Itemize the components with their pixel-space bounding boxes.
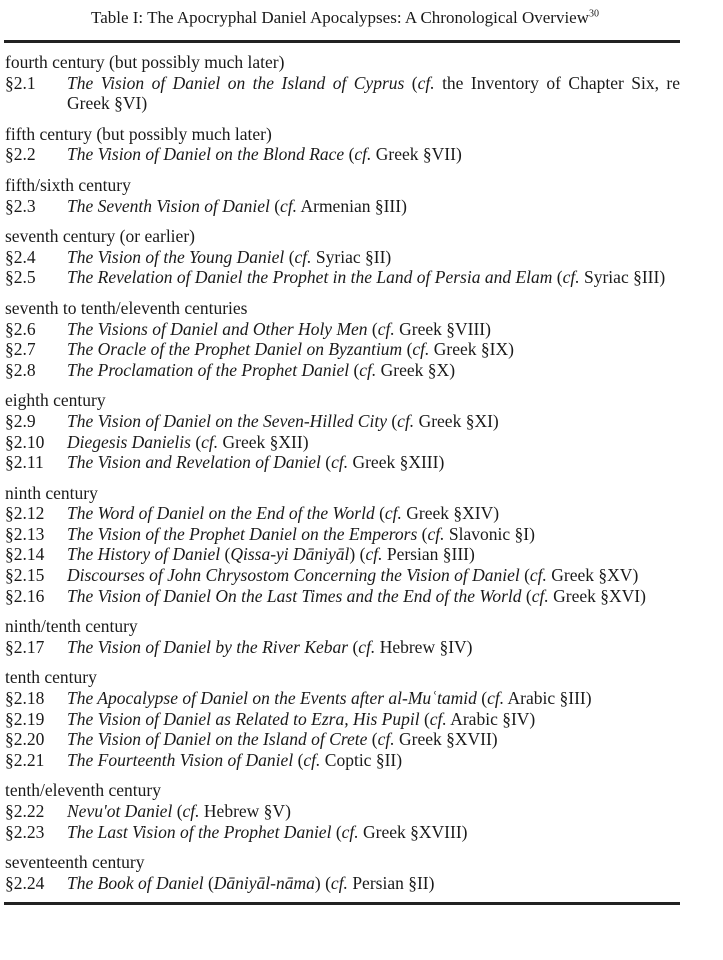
section-number: §2.6 [5,318,36,339]
table-row [5,822,680,843]
section-number: §2.11 [5,452,44,473]
section-number: §2.18 [5,688,45,709]
cross-reference: Persian §II [352,872,429,893]
cf-label: cf. [331,452,349,473]
section-number: §2.22 [5,801,45,821]
table-row [5,524,680,545]
section-number: §2.23 [5,821,45,842]
table-row [5,565,680,586]
table-row [5,360,680,381]
cf-label: cf. [397,410,415,431]
cf-label: cf. [377,729,395,750]
work-title: The Vision of Daniel as Related to Ezra, His Pupil [67,708,420,729]
table-row [5,586,680,607]
period-heading: fourth century (but possibly much later) [5,52,285,72]
cf-label: cf. [377,318,395,339]
table-row [5,503,680,524]
section-number: §2.9 [5,410,36,431]
cross-reference: Armenian §III [300,195,402,216]
caption-text: Table I: The Apocryphal Daniel Apocalypses: A Chronological Overview [91,8,589,27]
section-number: §2.21 [5,749,45,770]
cf-label: cf. [201,431,219,452]
cf-label: cf. [359,359,377,380]
work-title: The Visions of Daniel and Other Holy Men [67,318,368,339]
entry-text: The Vision of Daniel On the Last Times and the End of the World (cf. Greek §XVI) [67,585,646,606]
entry-text: The Vision of Daniel on the Island of Crete (cf. Greek §XVII) [67,729,498,750]
section-number: §2.4 [5,246,36,267]
cf-label: cf. [365,544,383,565]
section-number: §2.2 [5,144,36,165]
period-group [5,780,680,842]
entry-text: The Revelation of Daniel the Prophet in the Land of Persia and Elam (cf. Syriac §III) [67,267,666,288]
section-number: §2.14 [5,544,45,565]
section-number: §2.3 [5,195,36,216]
work-title: The Revelation of Daniel the Prophet in the Land of Persia and Elam [67,267,553,288]
entry-text: The Apocalypse of Daniel on the Events after al-Muʿtamid (cf. Arabic §III) [67,688,592,709]
period-heading: ninth/tenth century [5,616,138,637]
work-title: The Vision of Daniel on the Island of Crete [67,729,368,750]
entry-text: The Proclamation of the Prophet Daniel (cf. Greek §X) [67,359,456,380]
table-body [5,52,680,903]
cross-reference: the Inventory of Chapter Six, re Greek §VI [67,72,681,114]
table-row [5,452,680,473]
entry-text: The Word of Daniel on the End of the World (cf. Greek §XIV) [67,503,500,524]
cf-label: cf. [562,267,580,288]
entry-text: The Vision of Daniel on the Island of Cyprus (cf. the Inventory of Chapter Six, re Greek §VI) [67,72,681,114]
alternate-title: Qissa-yi Dāniyāl [230,544,350,565]
table-row [5,73,680,114]
period-group [5,616,680,657]
cross-reference: Greek §VIII [399,318,486,339]
cf-label: cf. [427,523,445,544]
work-title: The Fourteenth Vision of Daniel [67,749,294,770]
entry-text: The Vision of the Young Daniel (cf. Syriac §II) [67,246,392,267]
entry-text: Nevu'ot Daniel (cf. Hebrew §V) [67,801,291,821]
work-title: The Book of Daniel [67,872,204,893]
section-number: §2.7 [5,339,36,360]
work-title: The Vision of Daniel on the Seven-Hilled City [67,410,387,431]
entry-text: The Vision of Daniel on the Blond Race (cf. Greek §VII) [67,144,462,165]
work-title: The Vision of Daniel by the River Kebar [67,636,349,657]
cross-reference: Greek §XVII [398,729,492,750]
cf-label: cf. [487,688,505,709]
cross-reference: Greek §VII [375,144,456,165]
section-number: §2.13 [5,523,45,544]
entry-text: The History of Daniel (Qissa-yi Dāniyāl) (cf. Persian §III) [67,544,475,565]
cross-reference: Arabic §IV [450,708,530,729]
section-number: §2.15 [5,565,45,586]
cross-reference: Greek §XII [222,431,303,452]
work-title: Diegesis Danielis [67,431,191,452]
cross-reference: Greek §XIV [406,503,494,524]
entry-text: The Oracle of the Prophet Daniel on Byzantium (cf. Greek §IX) [67,339,514,360]
period-group [5,175,680,216]
table-row [5,637,680,658]
entry-text: The Last Vision of the Prophet Daniel (cf. Greek §XVIII) [67,821,468,842]
period-heading: fifth century (but possibly much later) [5,123,272,144]
table-row [5,729,680,750]
cross-reference: Persian §III [386,544,469,565]
table-row [5,247,680,268]
work-title: The History of Daniel [67,544,221,565]
cf-label: cf. [529,565,547,586]
period-group [5,226,680,288]
cf-label: cf. [330,872,348,893]
section-number: §2.8 [5,359,36,380]
entry-text: Diegesis Danielis (cf. Greek §XII) [67,431,309,452]
table-row [5,801,680,822]
period-group [5,667,680,770]
cross-reference: Greek §IX [433,339,509,360]
cf-label: cf. [354,144,372,165]
cross-reference: Coptic §II [324,749,397,770]
period-heading: seventh to tenth/eleventh centuries [5,297,248,318]
period-group [5,124,680,165]
cross-reference: Arabic §III [507,688,586,709]
cross-reference: Greek §XI [418,410,493,431]
work-title: The Last Vision of the Prophet Daniel [67,821,332,842]
table-row [5,339,680,360]
table-row [5,709,680,730]
cross-reference: Hebrew §IV [379,636,467,657]
period-heading: tenth/eleventh century [5,780,161,801]
work-title: The Vision of Daniel On the Last Times and the End of the World [67,585,522,606]
bottom-rule [4,902,680,905]
section-number: §2.17 [5,636,45,657]
section-number: §2.10 [5,431,45,452]
section-number: §2.19 [5,708,45,729]
work-title: The Vision of the Young Daniel [67,246,285,267]
section-number: §2.16 [5,585,45,606]
period-group [5,483,680,607]
work-title: The Vision of Daniel on the Island of Cyprus [67,72,405,93]
period-group [5,852,680,893]
work-title: Discourses of John Chrysostom Concerning the Vision of Daniel [67,565,520,586]
cross-reference: Slavonic §I [448,523,530,544]
table-row [5,319,680,340]
table-caption [0,8,690,28]
table-row [5,267,680,288]
period-heading: eighth century [5,390,106,411]
cf-label: cf. [412,339,430,360]
entry-text: The Vision of the Prophet Daniel on the Emperors (cf. Slavonic §I) [67,523,535,544]
cross-reference: Syriac §II [315,246,386,267]
section-number: §2.1 [5,72,36,93]
table-row [5,196,680,217]
table-row [5,411,680,432]
period-heading: seventh century (or earlier) [5,226,195,247]
cf-label: cf. [294,246,312,267]
period-group [5,52,680,114]
period-group [5,390,680,472]
cf-label: cf. [280,195,298,216]
period-heading: tenth century [5,667,97,688]
period-heading: ninth century [5,482,98,503]
top-rule [4,40,680,43]
entry-text: The Vision of Daniel by the River Kebar (cf. Hebrew §IV) [67,636,473,657]
entry-text: The Vision of Daniel on the Seven-Hilled City (cf. Greek §XI) [67,410,499,431]
cross-reference: Greek §XVI [553,585,641,606]
section-number: §2.24 [5,872,45,893]
section-number: §2.20 [5,729,45,750]
footnote-marker[interactable]: 30 [589,8,599,20]
work-title: The Vision of Daniel on the Blond Race [67,144,345,165]
period-heading: fifth/sixth century [5,174,131,195]
table-row [5,144,680,165]
cf-label: cf. [531,585,549,606]
table-row [5,544,680,565]
cf-label: cf. [182,801,200,821]
work-title: The Vision and Revelation of Daniel [67,452,321,473]
alternate-title: Dāniyāl-nāma [213,872,315,893]
work-title: The Word of Daniel on the End of the World [67,503,375,524]
cross-reference: Greek §XIII [352,452,439,473]
table-row [5,750,680,771]
work-title: The Oracle of the Prophet Daniel on Byzantium [67,339,403,360]
work-title: The Vision of the Prophet Daniel on the Emperors [67,523,418,544]
cf-label: cf. [417,72,435,93]
section-number: §2.12 [5,503,45,524]
cross-reference: Syriac §III [584,267,660,288]
work-title: The Seventh Vision of Daniel [67,195,270,216]
entry-text: Discourses of John Chrysostom Concerning the Vision of Daniel (cf. Greek §XV) [67,565,639,586]
cross-reference: Hebrew §V [203,801,286,821]
work-title: Nevu'ot Daniel [67,801,173,821]
entry-text: The Fourteenth Vision of Daniel (cf. Coptic §II) [67,749,403,770]
table-row [5,688,680,709]
section-number: §2.5 [5,267,36,288]
cf-label: cf. [341,821,359,842]
period-heading: seventeenth century [5,852,145,873]
work-title: The Proclamation of the Prophet Daniel [67,359,350,380]
cf-label: cf. [429,708,447,729]
entry-text: The Seventh Vision of Daniel (cf. Armenian §III) [67,195,407,216]
cf-label: cf. [384,503,402,524]
cross-reference: Greek §X [380,359,450,380]
cf-label: cf. [303,749,321,770]
cross-reference: Greek §XV [551,565,633,586]
table-row [5,873,680,894]
entry-text: The Visions of Daniel and Other Holy Men (cf. Greek §VIII) [67,318,491,339]
period-group [5,298,680,380]
entry-text: The Vision and Revelation of Daniel (cf. Greek §XIII) [67,452,445,473]
table-row [5,432,680,453]
entry-text: The Book of Daniel (Dāniyāl-nāma) (cf. Persian §II) [67,872,435,893]
cross-reference: Greek §XVIII [363,821,462,842]
work-title: The Apocalypse of Daniel on the Events after al-Muʿtamid [67,688,477,709]
entry-text: The Vision of Daniel as Related to Ezra, His Pupil (cf. Arabic §IV) [67,708,536,729]
cf-label: cf. [358,636,376,657]
